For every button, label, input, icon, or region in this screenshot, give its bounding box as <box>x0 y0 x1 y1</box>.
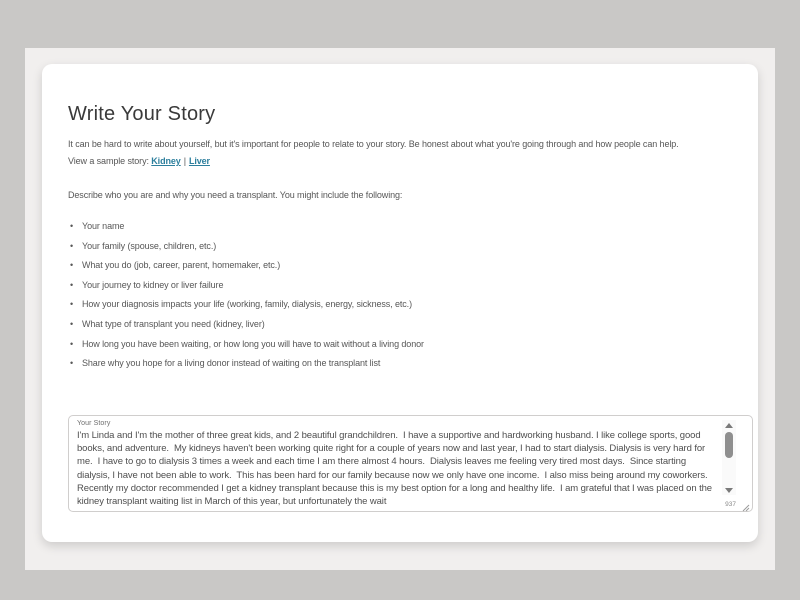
your-story-label: Your Story <box>77 420 111 427</box>
story-textarea[interactable]: I'm Linda and I'm the mother of three great kids, and 2 beautiful grandchildren. I have a supportive and hardworking husband. I like college sports, good books, and adventure. My kidneys haven't been working quite right for a couple of years now and last year, I had to start dialysis. Dialysis is very hard for me. I have to go to dialysis 3 times a week and each time I am there almost 4 hours. Dialysis leaves me feeling very tired most days. Since starting dialysis, I have not been able to work. This has been hard for our family because now we only have one income. I also miss being around my coworkers. Recently my doctor recommended I get a kidney transplant because this is my best option for a long and healthy life. I am grateful that I was placed on the kidney transplant waiting list in March of this year, but unfortunately the wait <box>77 430 715 508</box>
story-hints-list <box>68 220 728 377</box>
scrollbar-track[interactable] <box>722 430 736 485</box>
chevron-up-icon <box>725 423 733 428</box>
sample-story-link-kidney[interactable]: Kidney <box>151 156 181 166</box>
scrollbar-thumb[interactable] <box>725 432 733 458</box>
intro-paragraph: It can be hard to write about yourself, but it's important for people to relate to your story. Be honest about what you're going through and how people can help. <box>68 139 679 149</box>
sample-story-row <box>68 153 746 170</box>
list-item: • Your journey to kidney or liver failure <box>68 279 728 291</box>
character-count: 937 <box>725 501 736 508</box>
describe-heading: Describe who you are and why you need a transplant. You might include the following: <box>68 190 403 200</box>
list-item: • Share why you hope for a living donor instead of waiting on the transplant list <box>68 357 728 369</box>
sample-story-label: View a sample story: <box>68 156 152 166</box>
list-item: • How long you have been waiting, or how long you will have to wait without a living donor <box>68 338 728 350</box>
list-item: • What you do (job, career, parent, homemaker, etc.) <box>68 259 728 271</box>
list-item: • Your family (spouse, children, etc.) <box>68 240 728 252</box>
textarea-scrollbar[interactable] <box>722 420 736 495</box>
your-story-field[interactable] <box>68 415 753 512</box>
chevron-down-icon <box>725 488 733 493</box>
intro-text <box>68 136 746 170</box>
list-item: • Your name <box>68 220 728 232</box>
page-title: Write Your Story <box>68 103 216 126</box>
scroll-up-button[interactable] <box>722 420 736 430</box>
list-item: • How your diagnosis impacts your life (working, family, dialysis, energy, sickness, etc.) <box>68 298 728 310</box>
scroll-down-button[interactable] <box>722 485 736 495</box>
write-your-story-card <box>42 64 758 542</box>
sample-story-separator: | <box>183 156 186 166</box>
resize-handle-icon[interactable] <box>740 499 750 509</box>
sample-story-link-liver[interactable]: Liver <box>188 156 210 166</box>
list-item: • What type of transplant you need (kidney, liver) <box>68 318 728 330</box>
